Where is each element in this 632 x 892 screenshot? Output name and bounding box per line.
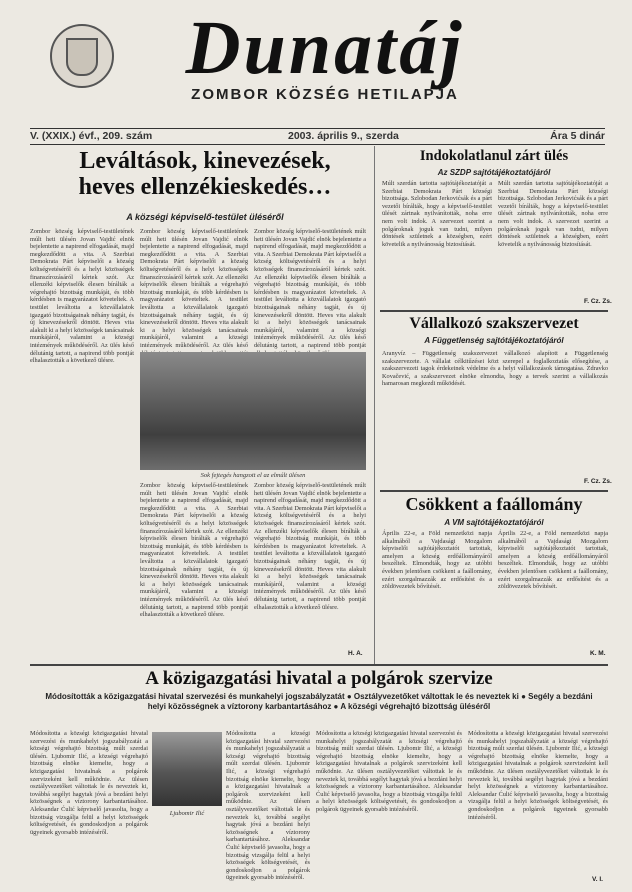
article3-headline: Csökkent a faállomány <box>405 494 583 514</box>
bottom-headline: A közigazgatási hivatal a polgárok szervize <box>145 668 493 689</box>
bottom-body-col-1: Módosította a községi közigazgatási hivatal szervezési és munkahelyi jogszabályzatát a községi végrehajtó bizottság múlt szerdai ülésén. Ljubomir Ilić, a községi végrehajtó bizottság elnöke kiemelte, hogy a közigazgatási hivatalnak a polgárok szervizeként kell működnie. Az ülésen osztályvezetőket váltottak le és neveztek ki, továbbá segélyt hagytak jóvá a bezdáni helyi közösségnek a víztorony karbantartásához. Aleksandar Ćulić képviselő javasolta, hogy a bizottság vizsgálja felül a helyi közösségek költségvetését, és gondoskodjon a polgárok ügyeinek gyorsabb intézéséről. <box>30 730 148 836</box>
bottom-body-col-2: Módosította a községi közigazgatási hivatal szervezési és munkahelyi jogszabályzatát a községi végrehajtó bizottság múlt szerdai ülésén. Ljubomir Ilić, a községi végrehajtó bizottság elnöke kiemelte, hogy a közigazgatási hivatalnak a polgárok szervizeként kell működnie. Az ülésen osztályvezetőket váltottak le és neveztek ki, továbbá segélyt hagytak jóvá a bezdáni helyi közösségnek a víztorony karbantartásához. Aleksandar Ćulić képviselő javasolta, hogy a bizottság vizsgálja felül a helyi közösségek költségvetését, és gondoskodjon a polgárok ügyeinek gyorsabb intézéséről. <box>226 730 310 882</box>
section-divider <box>380 490 608 492</box>
article1-body-col-1: Múlt szerdán tartotta sajtótájékoztatóját a Szerbiai Demokrata Párt községi bizottsága. Szlobodan Jerkovićsák és a párt vezetői bírálták, hogy a képviselő-testület ülését zártnak nyilvánították, noha erre nem volt indok. A szervezet szerint a polgároknak joguk van tudni, milyen döntések születnek a községben, ezért követelik a nyilvánosság biztosítását. <box>382 180 492 248</box>
article3-body-col-1: Április 22-e, a Föld nemzetközi napja alkalmából a Vajdasági Mozgalom képviselői sajtótájékoztatót tartottak, amelyen a község erdőállományáról beszéltek. Elmondták, hogy az utóbbi években jelentősen csökkent a faállomány, ezért szorgalmazzák az erdősítést és a zöldövezetek bővítését. <box>382 530 492 591</box>
lead-photo-caption: Sok fejtegés hangzott el az elmúlt ülésen <box>200 472 306 479</box>
lead-signature: H. A. <box>348 650 363 657</box>
lead-kicker: A községi képviselő-testület üléséről <box>126 212 284 222</box>
section-divider <box>380 310 608 312</box>
bottom-signature: V. I. <box>592 876 603 883</box>
council-session-photo <box>140 352 366 470</box>
article1-kicker: Az SZDP sajtótájékoztatójáról <box>437 168 551 177</box>
lead-headline: Leváltások, kinevezések, heves ellenzékieskedés… <box>78 148 332 200</box>
bottom-divider <box>30 664 608 666</box>
bottom-body-col-3: Módosította a községi közigazgatási hivatal szervezési és munkahelyi jogszabályzatát a községi végrehajtó bizottság múlt szerdai ülésén. Ljubomir Ilić, a községi végrehajtó bizottság elnöke kiemelte, hogy a közigazgatási hivatalnak a polgárok szervizeként kell működnie. Az ülésen osztályvezetőket váltottak le és neveztek ki, továbbá segélyt hagytak jóvá a bezdáni helyi közösségnek a víztorony karbantartásához. Aleksandar Ćulić képviselő javasolta, hogy a bizottság vizsgálja felül a helyi közösségek költségvetését, és gondoskodjon a polgárok ügyeinek gyorsabb intézéséről. <box>316 730 462 813</box>
lead-body-col-3: Zombor község képviselő-testületének múlt heti ülésén Jovan Vajdić elnök bejelentette a napirend elfogadását, majd megkezdődött a vita. A Szerbiai Demokrata Párt képviselői a község költségvetéséről és a helyi közösségek finanszírozásáról kértek szót. Az ellenzéki képviselők élesen bírálták a végrehajtó bizottság munkáját, és több kérdésben is magyarázatot követeltek. A testület leváltotta a közvállalatok igazgató bizottságainak néhány tagját, és új kinevezésekről döntött. Heves vita alakult ki a helyi közösségek tanácsainak munkájáról, valamint a községi intézmények működéséről. Az ülés késő délutánig tartott, a napirend több pontját <box>254 228 366 349</box>
issue-volume: V. (XXIX.) évf., 209. szám <box>30 130 153 142</box>
issue-price: Ára 5 dinár <box>550 130 605 142</box>
bottom-deck: Módosították a közigazgatási hivatal szervezési és munkahelyi jogszabályzatát ● Osztályvezetőket váltottak le és neveztek ki ● Segély a bezdáni helyi közösségnek a víztorony karbantartásához ● A községi végrehajtó bizottság üléséről <box>45 692 593 711</box>
article1-signature: F. Cz. Zs. <box>584 298 612 305</box>
article3-body-col-2: Április 22-e, a Föld nemzetközi napja alkalmából a Vajdasági Mozgalom képviselői sajtótájékoztatót tartottak, amelyen a község erdőállományáról beszéltek. Elmondták, hogy az utóbbi években jelentősen csökkent a faállomány, ezért szorgalmazzák az erdősítést és a zöldövezetek bővítését. <box>498 530 608 591</box>
article1-body-col-2: Múlt szerdán tartotta sajtótájékoztatóját a Szerbiai Demokrata Párt községi bizottsága. Szlobodan Jerkovićsák és a párt vezetői bírálták, hogy a képviselő-testület ülését zártnak nyilvánították, noha erre nem volt indok. A szervezet szerint a polgároknak joguk van tudni, milyen döntések születnek a községben, ezért követelik a nyilvánosság biztosítását. <box>498 180 608 248</box>
column-divider <box>374 146 375 664</box>
lead-body-col-1: Zombor község képviselő-testületének múlt heti ülésén Jovan Vajdić elnök bejelentette a napirend elfogadását, majd megkezdődött a vita. A Szerbiai Demokrata Párt képviselői a község költségvetéséről és a helyi közösségek finanszírozásáról kértek szót. Az ellenzéki képviselők élesen bírálták a végrehajtó bizottság munkáját, és több kérdésben is magyarázatot követeltek. A testület leváltotta a közvállalatok igazgató bizottságainak néhány tagját, és új kinevezésekről döntött. Heves vita alakult ki a helyi közösségek tanácsainak munkájáról, valamint a községi intézmények működéséről. Az ülés késő délutánig tartott, a napirend több pontját elhalasztották a következő ülésre. <box>30 228 134 365</box>
issue-line <box>30 128 605 145</box>
lead-body-col-3b: Zombor község képviselő-testületének múlt heti ülésén Jovan Vajdić elnök bejelentette a napirend elfogadását, majd megkezdődött a vita. A Szerbiai Demokrata Párt képviselői a község költségvetéséről és a helyi közösségek finanszírozásáról kértek szót. Az ellenzéki képviselők élesen bírálták a végrehajtó bizottság munkáját, és több kérdésben is magyarázatot követeltek. A testület leváltotta a közvállalatok igazgató bizottságainak néhány tagját, és új kinevezésekről döntött. Heves vita alakult ki a helyi közösségek tanácsainak munkájáról, valamint a községi intézmények működéséről. Az ülés késő délutánig tartott, a napirend több pontját elhalasztották a következő ülésre. <box>254 482 366 611</box>
newspaper-subtitle: ZOMBOR KÖZSÉG HETILAPJA <box>191 86 459 103</box>
bottom-body-col-4: Módosította a községi közigazgatási hivatal szervezési és munkahelyi jogszabályzatát a községi végrehajtó bizottság múlt szerdai ülésén. Ljubomir Ilić, a községi végrehajtó bizottság elnöke kiemelte, hogy a közigazgatási hivatalnak a polgárok szervizeként kell működnie. Az ülésen osztályvezetőket váltottak le és neveztek ki, továbbá segélyt hagytak jóvá a bezdáni helyi közösségnek a víztorony karbantartásához. Aleksandar Ćulić képviselő javasolta, hogy a bizottság vizsgálja felül a helyi közösségek költségvetését, és gondoskodjon a polgárok ügyeinek gyorsabb intézéséről. <box>468 730 608 821</box>
newspaper-title: Dunatáj <box>185 6 465 90</box>
article2-signature: F. Cz. Zs. <box>584 478 612 485</box>
article2-headline: Vállalkozó szakszervezet <box>409 315 579 332</box>
bottom-photo-caption: Ljubomir Ilić <box>169 810 205 817</box>
coat-of-arms-icon <box>50 24 114 88</box>
lead-body-col-2b: Zombor község képviselő-testületének múlt heti ülésén Jovan Vajdić elnök bejelentette a napirend elfogadását, majd megkezdődött a vita. A Szerbiai Demokrata Párt képviselői a község költségvetéséről és a helyi közösségek finanszírozásáról kértek szót. Az ellenzéki képviselők élesen bírálták a végrehajtó bizottság munkáját, és több kérdésben is magyarázatot követeltek. A testület leváltotta a közvállalatok igazgató bizottságainak néhány tagját, és új kinevezésekről döntött. Heves vita alakult ki a helyi közösségek tanácsainak munkájáról, valamint a községi intézmények működéséről. Az ülés késő délutánig tartott, a napirend több pontját elhalasztották a következő ülésre. <box>140 482 248 619</box>
article3-kicker: A VM sajtótájékoztatójáról <box>444 518 544 527</box>
official-portrait-photo <box>152 732 222 806</box>
masthead <box>40 8 610 108</box>
article3-signature: K. M. <box>590 650 606 657</box>
lead-body-col-2: Zombor község képviselő-testületének múlt heti ülésén Jovan Vajdić elnök bejelentette a napirend elfogadását, majd megkezdődött a vita. A Szerbiai Demokrata Párt képviselői a község költségvetéséről és a helyi közösségek finanszírozásáról kértek szót. Az ellenzéki képviselők élesen bírálták a végrehajtó bizottság munkáját, és több kérdésben is magyarázatot követeltek. A testület leváltotta a közvállalatok igazgató bizottságainak néhány tagját, és új kinevezésekről döntött. Heves vita alakult ki a helyi közösségek tanácsainak munkájáról, valamint a községi intézmények működéséről. Az ülés késő <box>140 228 248 349</box>
article2-kicker: A Függetlenség sajtótájékoztatójáról <box>424 336 564 345</box>
article2-body: Aranyvíz – Függetlenség szakszervezet vállalkozó alapított a Függetlenség szakszervezete. A vállalat célkitűzései közt szerepel a foglalkoztatás elősegítése, a szakszervezeti tagok érdekeinek védelme és a helyi vállalkozások támogatása. Zdravko Kovačević, a szakszervezet elnöke elmondta, hogy a tervek szerint a vállalkozás hamarosan megkezdi működését. <box>382 350 608 388</box>
article1-headline: Indokolatlanul zárt ülés <box>419 148 569 164</box>
issue-date: 2003. április 9., szerda <box>288 130 399 142</box>
